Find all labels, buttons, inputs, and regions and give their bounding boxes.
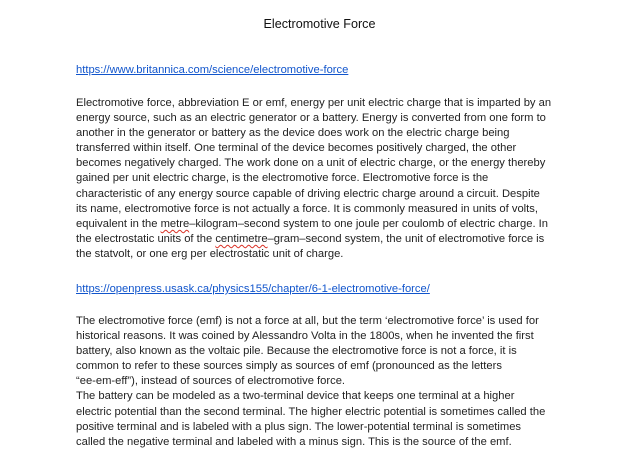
paragraph-line: energy source, such as an electric generator or a battery. Energy is converted from one form to [76, 112, 546, 125]
paragraph-line: The electromotive force (emf) is not a force at all, but the term ‘electromotive force’ is used for [76, 315, 539, 327]
paragraph-line: transferred within itself. One terminal of the device becomes positively charged, the other [76, 142, 517, 155]
line-text: the electrostatic units of the [76, 232, 216, 245]
paragraph-line: “ee-em-eff”), instead of sources of electromotive force. [76, 375, 346, 388]
spellcheck-flagged-word[interactable]: centimetre [215, 232, 268, 245]
paragraph-line: historical reasons. It was coined by Alessandro Volta in the 1800s, when he invented the first [76, 330, 534, 343]
paragraph-line: its name, electromotive force is not actually a force. It is commonly measured in units of volts, [76, 202, 538, 215]
line-text: equivalent in the [76, 217, 161, 230]
paragraph-line: another in the generator or battery as the device does work on the electric charge being [76, 127, 510, 140]
paragraph-line [76, 232, 576, 247]
paragraph-line: gained per unit electric charge, is the electromotive force. Electromotive force is the [76, 172, 489, 185]
paragraph-line: becomes negatively charged. The work done on a unit of electric charge, or the energy thereby [76, 157, 546, 170]
paragraph-line: common to refer to these sources simply as sources of emf (pronounced as the letters [76, 360, 502, 373]
document-title: Electromotive Force [263, 17, 376, 31]
openpress-link[interactable]: https://openpress.usask.ca/physics155/chapter/6-1-electromotive-force/ [76, 283, 430, 295]
paragraph-line: positive terminal and is labeled with a plus sign. The lower-potential terminal is sometimes [76, 420, 522, 433]
paragraph-britannica [76, 96, 576, 262]
line-text: –kilogram–second system to one joule per coulomb of electric charge. In [189, 217, 549, 230]
line-text: –gram–second system, the unit of electromotive force is [267, 232, 545, 245]
britannica-link[interactable]: https://www.britannica.com/science/electromotive-force [76, 64, 349, 76]
paragraph-line: The battery can be modeled as a two-terminal device that keeps one terminal at a higher [76, 390, 515, 403]
paragraph-line: characteristic of any energy source capable of driving electric charge around a circuit. Despite [76, 187, 540, 200]
paragraph-line: the statvolt, or one erg per electrostatic unit of charge. [76, 247, 344, 260]
paragraph-line [76, 217, 576, 232]
paragraph-line: electric potential than the second terminal. The higher electric potential is sometimes called the [76, 405, 546, 418]
paragraph-openpress [76, 314, 576, 450]
spellcheck-flagged-word[interactable]: metre [160, 217, 190, 230]
paragraph-line: Electromotive force, abbreviation E or emf, energy per unit electric charge that is imparted by an [76, 97, 552, 109]
paragraph-line: battery, also known as the voltaic pile. Because the electromotive force is not a force, it is [76, 345, 517, 358]
paragraph-line: called the negative terminal and labeled with a minus sign. This is the source of the emf. [76, 435, 512, 448]
